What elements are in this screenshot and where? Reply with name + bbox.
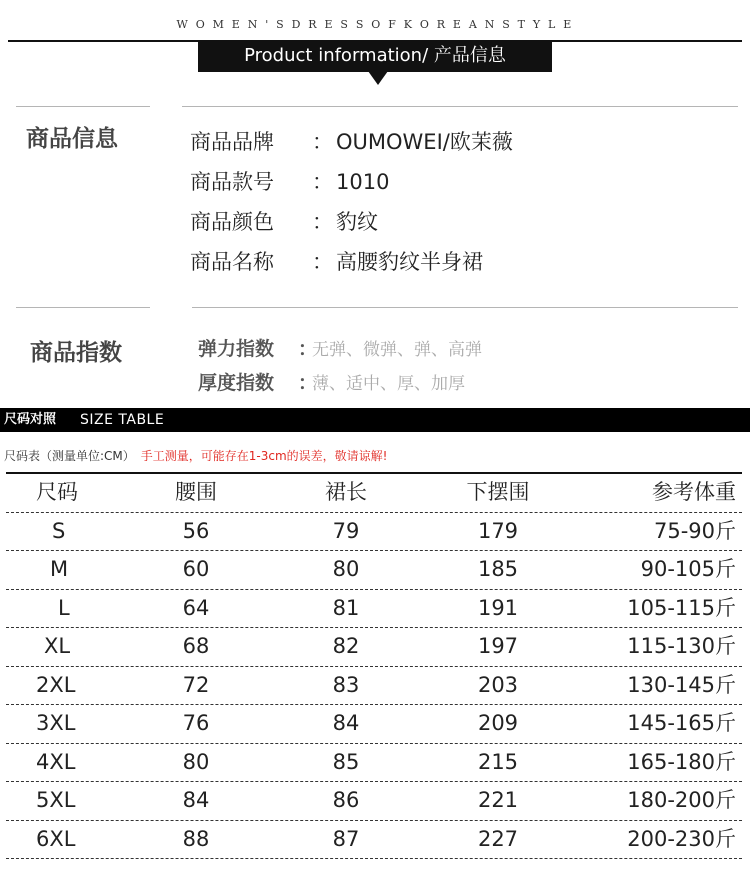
banner-title: Product information/ 产品信息 <box>244 45 506 66</box>
cell-size: S <box>52 518 66 543</box>
table-row <box>6 628 742 667</box>
index-values: 无弹、微弹、弹、高弹 <box>312 340 482 360</box>
cell-size: 4XL <box>36 749 76 774</box>
info-value: 豹纹 <box>336 210 378 234</box>
cell-size: XL <box>44 634 71 658</box>
header-length: 裙长 <box>325 480 367 504</box>
cell-waist: 84 <box>182 788 210 812</box>
section-rule-right <box>192 307 738 308</box>
cell-size: M <box>50 557 69 581</box>
size-table <box>6 472 742 859</box>
table-row <box>6 821 742 860</box>
index-row-thickness <box>198 368 465 395</box>
table-row <box>6 744 742 783</box>
cell-weight: 200-230斤 <box>627 826 736 851</box>
info-row-brand <box>190 126 513 156</box>
table-row <box>6 513 742 552</box>
index-label: 弹力指数 <box>198 338 275 360</box>
cell-length: 84 <box>332 711 360 735</box>
cell-hem: 197 <box>477 634 519 658</box>
cell-hem: 209 <box>477 711 519 735</box>
cell-weight: 75-90斤 <box>653 518 736 543</box>
cell-waist: 76 <box>182 711 210 735</box>
size-table-bar-cn: 尺码对照 <box>4 412 57 427</box>
cell-weight: 130-145斤 <box>627 672 736 697</box>
info-row-name <box>190 246 483 276</box>
index-label: 厚度指数 <box>198 372 275 394</box>
cell-length: 79 <box>332 518 360 543</box>
info-label: 商品名称 <box>190 250 274 274</box>
cell-hem: 227 <box>477 826 519 851</box>
size-table-bar-en: SIZE TABLE <box>80 412 165 428</box>
measurement-unit-note: 尺码表（测量单位:CM） <box>4 449 135 463</box>
info-value: 1010 <box>336 170 390 194</box>
cell-size: 2XL <box>36 672 76 697</box>
table-row <box>6 590 742 629</box>
cell-waist: 80 <box>182 749 210 774</box>
index-values: 薄、适中、厚、加厚 <box>312 374 465 394</box>
header-hem: 下摆围 <box>466 480 530 504</box>
cell-length: 81 <box>332 595 360 620</box>
cell-hem: 185 <box>477 557 519 581</box>
index-colon: ： <box>298 372 318 394</box>
size-table-note <box>4 447 387 464</box>
info-label: 商品颜色 <box>190 210 274 234</box>
cell-size: 5XL <box>36 788 76 812</box>
cell-hem: 179 <box>477 518 519 543</box>
info-label: 商品品牌 <box>190 130 274 154</box>
header-waist: 腰围 <box>175 480 217 504</box>
cell-waist: 72 <box>182 672 210 697</box>
cell-weight: 115-130斤 <box>627 634 736 658</box>
cell-length: 85 <box>332 749 360 774</box>
table-row <box>6 705 742 744</box>
header-size: 尺码 <box>36 480 78 504</box>
product-info-heading: 商品信息 <box>26 126 118 152</box>
cell-waist: 56 <box>182 518 210 543</box>
cell-waist: 88 <box>182 826 210 851</box>
info-value: OUMOWEI/欧茉薇 <box>336 130 513 154</box>
cell-hem: 191 <box>477 595 519 620</box>
cell-waist: 60 <box>182 557 210 581</box>
table-header-row <box>6 472 742 513</box>
table-row <box>6 667 742 706</box>
table-row <box>6 551 742 590</box>
info-colon: ： <box>312 250 333 274</box>
cell-length: 87 <box>332 826 360 851</box>
info-row-color <box>190 206 378 236</box>
cell-length: 80 <box>332 557 360 581</box>
section-rule-right <box>182 106 738 107</box>
info-label: 商品款号 <box>190 170 274 194</box>
brand-tagline: W O M E N ' S D R E S S O F K O R E A N S T Y L E <box>176 18 574 31</box>
cell-hem: 203 <box>477 672 519 697</box>
index-row-elasticity <box>198 334 482 361</box>
measurement-warning: 手工测量，可能存在1-3cm的误差，敬请谅解! <box>140 449 388 463</box>
cell-size: L <box>58 595 70 620</box>
cell-weight: 105-115斤 <box>627 595 736 620</box>
top-banner <box>0 0 750 95</box>
cell-length: 82 <box>332 634 360 658</box>
info-colon: ： <box>312 170 333 194</box>
table-row <box>6 782 742 821</box>
cell-waist: 68 <box>182 634 210 658</box>
cell-weight: 90-105斤 <box>640 557 736 581</box>
cell-weight: 165-180斤 <box>627 749 736 774</box>
cell-hem: 221 <box>477 788 519 812</box>
cell-weight: 145-165斤 <box>627 711 736 735</box>
cell-size: 3XL <box>36 711 76 735</box>
cell-hem: 215 <box>477 749 519 774</box>
info-value: 高腰豹纹半身裙 <box>336 250 483 274</box>
cell-length: 86 <box>332 788 360 812</box>
header-weight: 参考体重 <box>652 480 736 504</box>
index-colon: ： <box>298 338 318 360</box>
section-rule-left <box>16 106 150 107</box>
cell-weight: 180-200斤 <box>627 788 736 812</box>
banner-notch <box>368 71 388 85</box>
section-rule-left <box>16 307 150 308</box>
cell-size: 6XL <box>36 826 76 851</box>
cell-length: 83 <box>332 672 360 697</box>
product-index-heading: 商品指数 <box>30 340 122 366</box>
info-row-style-no <box>190 166 389 196</box>
info-colon: ： <box>312 130 333 154</box>
cell-waist: 64 <box>182 595 210 620</box>
info-colon: ： <box>312 210 333 234</box>
